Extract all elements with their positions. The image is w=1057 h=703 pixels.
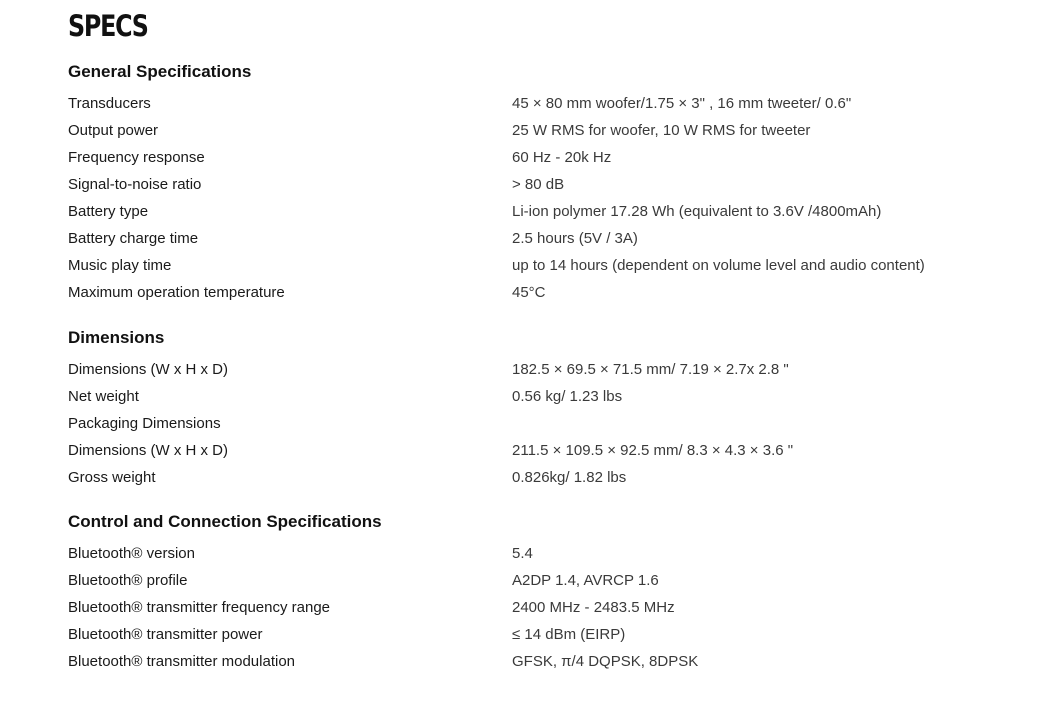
section-control-connection-specifications [68,511,1028,680]
spec-value: 2.5 hours (5V / 3A) [512,230,638,247]
spec-row [68,545,1028,572]
section-heading: Dimensions [68,328,165,347]
spec-label: Bluetooth® transmitter power [68,626,263,643]
spec-row [68,415,1028,442]
spec-value: 45 × 80 mm woofer/1.75 × 3" , 16 mm tweeter/ 0.6" [512,95,852,112]
spec-label: Net weight [68,388,139,405]
spec-label: Dimensions (W x H x D) [68,361,229,378]
spec-label: Battery charge time [68,230,199,247]
spec-row [68,388,1028,415]
spec-label: Battery type [68,203,149,220]
spec-row [68,599,1028,626]
spec-value: 25 W RMS for woofer, 10 W RMS for tweeter [512,122,811,139]
spec-value: ≤ 14 dBm (EIRP) [512,626,626,643]
spec-row [68,284,1028,311]
spec-value: 211.5 × 109.5 × 92.5 mm/ 8.3 × 4.3 × 3.6 " [512,442,794,459]
spec-label: Bluetooth® profile [68,572,188,589]
spec-value: 0.56 kg/ 1.23 lbs [512,388,623,405]
spec-label: Music play time [68,257,172,274]
spec-value: 0.826kg/ 1.82 lbs [512,469,627,486]
section-dimensions [68,327,1028,496]
spec-value: A2DP 1.4, AVRCP 1.6 [512,572,659,589]
spec-list [68,95,1028,311]
spec-label: Bluetooth® transmitter frequency range [68,599,331,616]
spec-label: Transducers [68,95,151,112]
spec-list [68,545,1028,680]
spec-value: > 80 dB [512,176,565,193]
spec-value: Li-ion polymer 17.28 Wh (equivalent to 3.6V /4800mAh) [512,203,882,220]
spec-label: Output power [68,122,159,139]
spec-value: 45°C [512,284,546,301]
page-title: SPECS [68,9,148,43]
spec-row [68,203,1028,230]
section-heading: Control and Connection Specifications [68,512,382,531]
section-heading: General Specifications [68,62,252,81]
spec-value: 60 Hz - 20k Hz [512,149,612,166]
spec-row [68,442,1028,469]
spec-label: Bluetooth® transmitter modulation [68,653,295,670]
spec-row [68,230,1028,257]
spec-row [68,257,1028,284]
spec-label: Bluetooth® version [68,545,195,562]
spec-row [68,122,1028,149]
spec-label: Dimensions (W x H x D) [68,442,229,459]
spec-value: 5.4 [512,545,533,562]
spec-row [68,176,1028,203]
spec-row [68,653,1028,680]
spec-row [68,149,1028,176]
spec-value: 2400 MHz - 2483.5 MHz [512,599,675,616]
spec-row [68,95,1028,122]
spec-list [68,361,1028,496]
spec-value: GFSK, π/4 DQPSK, 8DPSK [512,653,699,670]
spec-label: Signal-to-noise ratio [68,176,202,193]
spec-value: up to 14 hours (dependent on volume level and audio content) [512,257,925,274]
spec-label: Frequency response [68,149,205,166]
spec-row [68,469,1028,496]
spec-row [68,572,1028,599]
spec-row [68,361,1028,388]
spec-label: Gross weight [68,469,156,486]
spec-label: Maximum operation temperature [68,284,285,301]
spec-value: 182.5 × 69.5 × 71.5 mm/ 7.19 × 2.7x 2.8 " [512,361,789,378]
spec-row [68,626,1028,653]
section-general-specifications [68,61,1028,311]
spec-label: Packaging Dimensions [68,415,221,432]
